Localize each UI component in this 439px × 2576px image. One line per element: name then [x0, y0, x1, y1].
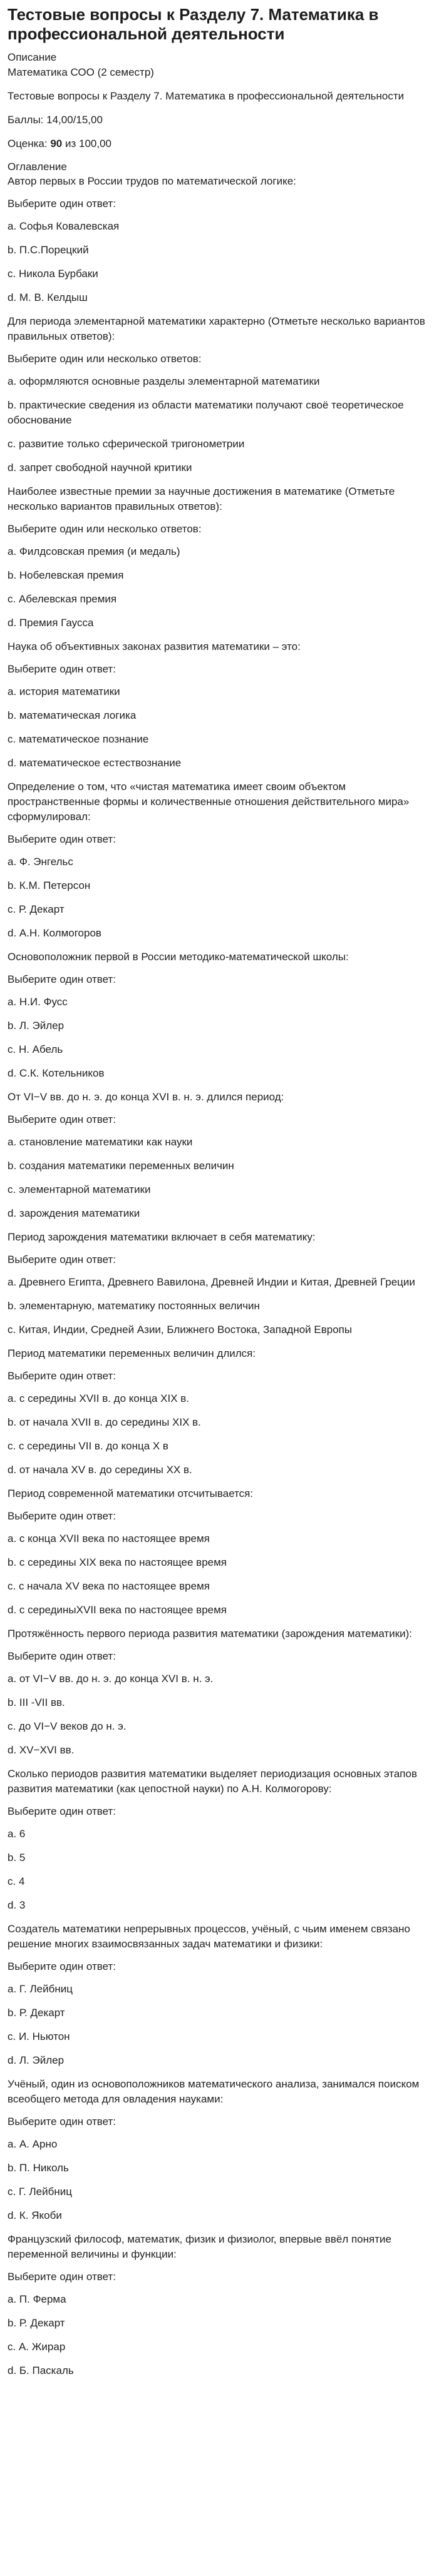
answer-option: b. 5 [8, 1852, 26, 1864]
question-text: Автор первых в России трудов по математической логике: [8, 175, 296, 187]
answer-option: c. Н. Абель [8, 1043, 63, 1055]
answer-option: d. 3 [8, 1899, 26, 1911]
answer-option: c. Китая, Индии, Средней Азии, Ближнего Востока, Западной Европы [8, 1324, 353, 1336]
answer-option: a. становление математики как науки [8, 1136, 193, 1148]
answer-option: c. элементарной математики [8, 1184, 151, 1195]
answer-option: c. с начала XV века по настоящее время [8, 1580, 210, 1592]
answer-option: a. 6 [8, 1828, 26, 1840]
answer-option: a. с середины XVII в. до конца XIX в. [8, 1392, 190, 1404]
answer-option: c. И. Ньютон [8, 2031, 70, 2042]
answer-option: b. Р. Декарт [8, 2317, 65, 2329]
question-block [8, 1922, 431, 2068]
answer-option: b. III -VII вв. [8, 1696, 65, 1708]
answer-option: d. С.К. Котельников [8, 1067, 105, 1079]
question-text: Определение о том, что «чистая математика имеет своим объектом пространственные формы и количественные отношения действительного мира» сформулировал: [8, 781, 410, 823]
answer-option: d. М. В. Келдыш [8, 292, 88, 303]
answer-option: c. с середины VII в. до конца X в [8, 1440, 168, 1452]
answer-type-label: Выберите один ответ: [8, 833, 116, 845]
answer-type-label: Выберите один ответ: [8, 973, 116, 985]
answer-option: b. К.М. Петерсон [8, 880, 91, 891]
answer-type-label: Выберите один ответ: [8, 1650, 116, 1662]
answer-option: d. XV−XVI вв. [8, 1744, 75, 1756]
answer-type-label: Выберите один ответ: [8, 2116, 116, 2127]
question-block [8, 1767, 431, 1913]
question-text: Французский философ, математик, физик и физиолог, впервые ввёл понятие переменной величины и функции: [8, 2233, 391, 2260]
question-block [8, 1626, 431, 1758]
answer-type-label: Выберите один или несколько ответов: [8, 353, 202, 365]
answer-option: b. от начала XVII в. до середины XIX в. [8, 1416, 201, 1428]
answer-option: a. Древнего Египта, Древнего Вавилона, Древней Индии и Китая, Древней Греции [8, 1276, 415, 1288]
question-block [8, 174, 431, 305]
answer-option: b. П. Николь [8, 2162, 69, 2174]
description-label: Описание [8, 51, 57, 63]
question-block [8, 484, 431, 631]
question-block [8, 950, 431, 1081]
question-block [8, 1486, 431, 1618]
description-section [8, 50, 431, 174]
question-text: Основоположник первой в России методико-математической школы: [8, 951, 349, 963]
answer-type-label: Выберите один ответ: [8, 1960, 116, 1972]
question-text: Сколько периодов развития математики выделяет периодизация основных этапов развития математики (как цепостной науки) по А.Н. Колмогорову: [8, 1768, 417, 1795]
answer-option: c. А. Жирар [8, 2341, 66, 2353]
answer-option: a. Г. Лейбниц [8, 1983, 73, 1995]
questions-list [8, 174, 431, 2378]
answer-option: a. Ф. Энгельс [8, 856, 73, 868]
answer-option: d. математическое естествознание [8, 757, 182, 769]
answer-type-label: Выберите один ответ: [8, 1510, 116, 1522]
question-block [8, 1090, 431, 1221]
answer-option: d. Л. Эйлер [8, 2054, 65, 2066]
question-text: Учёный, один из основоположников математического анализа, занимался поиском всеобщего метода для овладения науками: [8, 2078, 420, 2105]
answer-option: a. А. Арно [8, 2138, 58, 2150]
answer-type-label: Выберите один ответ: [8, 1254, 116, 1265]
answer-option: b. Нобелевская премия [8, 569, 124, 581]
question-text: Период современной математики отсчитывается: [8, 1488, 254, 1499]
answer-type-label: Выберите один или несколько ответов: [8, 523, 202, 535]
answer-option: b. элементарную, математику постоянных величин [8, 1300, 260, 1312]
question-text: Создатель математики непрерывных процессов, учёный, с чьим именем связано решение многих взаимосвязанных задач математики и физики: [8, 1923, 410, 1950]
answer-option: d. Б. Паскаль [8, 2365, 74, 2376]
question-block [8, 639, 431, 771]
answer-type-label: Выберите один ответ: [8, 1370, 116, 1382]
answer-option: d. А.Н. Колмогоров [8, 927, 101, 939]
grade-value: 90 [50, 138, 63, 150]
answer-option: d. запрет свободной научной критики [8, 462, 192, 474]
answer-option: c. Р. Декарт [8, 903, 65, 915]
answer-option: a. от VI−V вв. до н. э. до конца XVI в. н. э. [8, 1673, 214, 1685]
question-text: Наука об объективных законах развития математики – это: [8, 641, 301, 652]
answer-option: c. Г. Лейбниц [8, 2186, 72, 2198]
answer-type-label: Выберите один ответ: [8, 663, 116, 675]
question-text: Протяжённость первого периода развития математики (зарождения математики): [8, 1628, 413, 1640]
question-text: Для периода элементарной математики характерно (Отметьте несколько вариантов правильных ответов): [8, 315, 425, 342]
answer-option: b. практические сведения из области математики получают своё теоретическое обоснование [8, 399, 404, 426]
answer-option: b. с середины XIX века по настоящее время [8, 1556, 227, 1568]
description-course: Математика СОО (2 семестр) [8, 66, 154, 78]
question-text: От VI−V вв. до н. э. до конца XVI в. н. э. длился период: [8, 1091, 284, 1103]
answer-option: a. с конца XVII века по настоящее время [8, 1533, 210, 1544]
question-block [8, 314, 431, 475]
description-text: Тестовые вопросы к Разделу 7. Математика в профессиональной деятельности [8, 90, 405, 102]
grade-suffix: из 100,00 [62, 138, 111, 150]
answer-option: c. Абелевская премия [8, 593, 117, 605]
answer-option: a. Филдсовская премия (и медаль) [8, 545, 180, 557]
toc-label: Оглавление [8, 161, 67, 173]
answer-type-label: Выберите один ответ: [8, 1805, 116, 1817]
score-text: Баллы: 14,00/15,00 [8, 114, 103, 126]
answer-option: c. до VI−V веков до н. э. [8, 1720, 127, 1732]
answer-option: d. Премия Гаусса [8, 617, 94, 629]
question-block [8, 2232, 431, 2378]
answer-option: c. математическое познание [8, 733, 149, 745]
answer-type-label: Выберите один ответ: [8, 2271, 116, 2283]
answer-option: d. с серединыXVII века по настоящее время [8, 1604, 227, 1616]
answer-option: a. П. Ферма [8, 2293, 66, 2305]
answer-option: b. создания математики переменных величин [8, 1160, 234, 1172]
answer-option: b. Р. Декарт [8, 2007, 65, 2019]
question-text: Период зарождения математики включает в себя математику: [8, 1231, 316, 1243]
question-block [8, 2077, 431, 2223]
answer-option: c. развитие только сферической тригонометрии [8, 438, 245, 450]
answer-option: d. К. Якоби [8, 2209, 62, 2221]
question-text: Наиболее известные премии за научные достижения в математике (Отметьте несколько вариантов правильных ответов): [8, 485, 395, 512]
answer-type-label: Выберите один ответ: [8, 1113, 116, 1125]
question-block [8, 779, 431, 941]
answer-option: d. зарождения математики [8, 1207, 140, 1219]
answer-option: a. история математики [8, 686, 120, 697]
answer-option: d. от начала XV в. до середины XX в. [8, 1464, 192, 1476]
answer-option: c. 4 [8, 1875, 25, 1887]
answer-option: a. оформляются основные разделы элементарной математики [8, 375, 320, 387]
answer-option: b. математическая логика [8, 709, 137, 721]
page-title: Тестовые вопросы к Разделу 7. Математика в профессиональной деятельности [8, 5, 379, 43]
answer-option: a. Софья Ковалевская [8, 220, 120, 232]
answer-option: c. Никола Бурбаки [8, 268, 98, 280]
question-block [8, 1230, 431, 1337]
grade-prefix: Оценка: [8, 138, 51, 150]
answer-option: b. П.С.Порецкий [8, 244, 89, 256]
grade-text [8, 136, 431, 151]
answer-option: a. Н.И. Фусс [8, 996, 68, 1008]
answer-option: b. Л. Эйлер [8, 1020, 65, 1032]
question-text: Период математики переменных величин длился: [8, 1347, 256, 1359]
question-block [8, 1346, 431, 1478]
answer-type-label: Выберите один ответ: [8, 198, 116, 210]
